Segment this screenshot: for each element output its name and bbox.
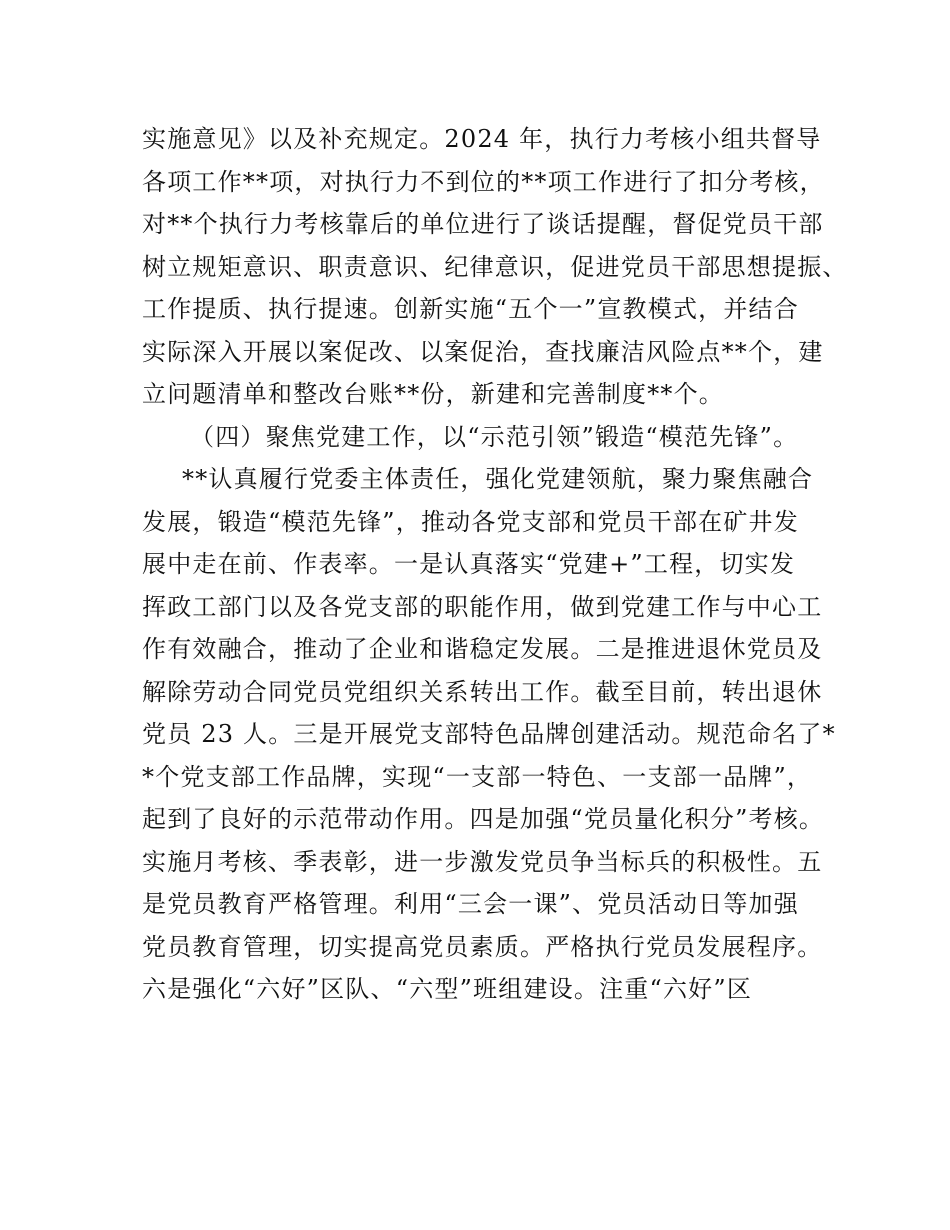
text-line: 发展，锻造“模范先锋”，推动各党支部和党员干部在矿井发 [142, 507, 799, 536]
text-line: 展中走在前、作表率。一是认真落实“党建+”工程，切实发 [142, 550, 796, 578]
text-line: 工作提质、执行提速。创新实施“五个一”宣教模式，并结合 [142, 295, 799, 323]
document-body [142, 118, 848, 1011]
text-line: 作有效融合，推动了企业和谐稳定发展。二是推进退休党员及 [142, 635, 823, 663]
text-line: 是党员教育严格管理。利用“三会一课”、党员活动日等加强 [142, 890, 799, 918]
text-line: 解除劳动合同党员党组织关系转出工作。截至目前，转出退休 [142, 677, 823, 706]
text-line: 党员教育管理，切实提高党员素质。严格执行党员发展程序。 [142, 932, 823, 961]
text-line: 起到了良好的示范带动作用。四是加强“党员量化积分”考核。 [142, 805, 825, 833]
text-line: 树立规矩意识、职责意识、纪律意识，促进党员干部思想提振、 [142, 252, 848, 281]
text-line: 各项工作**项，对执行力不到位的**项工作进行了扣分考核， [142, 167, 825, 196]
text-line: *个党支部工作品牌，实现“一支部一特色、一支部一品牌”， [142, 762, 813, 791]
text-line: 党员 23 人。三是开展党支部特色品牌创建活动。规范命名了* [142, 720, 836, 748]
text-line: 立问题清单和整改台账**份，新建和完善制度**个。 [142, 380, 724, 408]
text-line: 实际深入开展以案促改、以案促治，查找廉洁风险点**个，建 [142, 337, 824, 366]
text-line: 六是强化“六好”区队、“六型”班组建设。注重“六好”区 [142, 975, 753, 1003]
section-heading: （四）聚焦党建工作，以“示范引领”锻造“模范先锋”。 [190, 422, 799, 451]
text-line: **认真履行党委主体责任，强化党建领航，聚力聚焦融合 [182, 465, 814, 493]
text-line: 挥政工部门以及各党支部的职能作用，做到党建工作与中心工 [142, 592, 823, 621]
text-line: 对**个执行力考核靠后的单位进行了谈话提醒，督促党员干部 [142, 210, 824, 238]
text-line: 实施月考核、季表彰，进一步激发党员争当标兵的积极性。五 [142, 847, 823, 876]
text-line: 实施意见》以及补充规定。2024 年，执行力考核小组共督导 [142, 125, 822, 153]
